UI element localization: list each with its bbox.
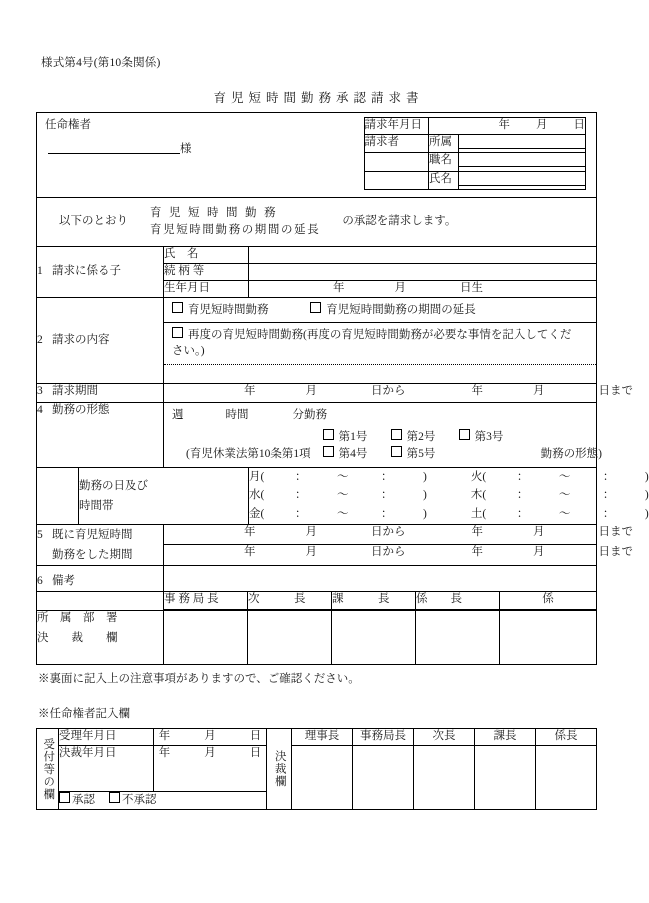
paren-close-sat: ) (644, 507, 649, 520)
row2-label (37, 298, 164, 384)
colon-fri-start: ： (295, 507, 307, 520)
row3-period (37, 383, 597, 402)
day-tue: 火 (470, 470, 483, 483)
paren-open-tue: ( (482, 470, 487, 483)
request-date-year: 年 (498, 119, 510, 131)
row1-name (37, 247, 597, 264)
schedule-label-line2: 時間帯 (79, 499, 114, 512)
paren-close-mon: ) (423, 470, 427, 483)
decision-stamp-section-chief[interactable] (332, 610, 416, 665)
past1-to-month: 月 (533, 525, 545, 538)
row2-label-text: 請求の内容 (52, 333, 110, 346)
row2-reason-input-area[interactable] (164, 365, 596, 383)
colon-tue-end: ： (602, 470, 615, 483)
label-approve: 承認 (72, 794, 95, 807)
name-label: 氏名 (429, 171, 459, 190)
row1-label (37, 247, 164, 298)
checkbox-short-time-work[interactable] (172, 302, 183, 313)
statement-prefix: 以下のとおり (59, 215, 128, 228)
child-relation-label: 続 柄 等 (164, 264, 249, 281)
affiliation-label: 所属 (429, 134, 459, 153)
colon-thu-start: ： (516, 489, 529, 502)
row5-label-line2: 勤務をした期間 (52, 548, 133, 561)
row4-work-form (37, 402, 597, 467)
receipt-col-header-bureau-chief: 事務局長 (353, 729, 414, 746)
past2-from-day: 日から (371, 546, 406, 559)
name-field[interactable] (459, 171, 586, 190)
decision-date-label: 決裁年月日 (59, 745, 154, 792)
row5-period-value-1[interactable] (164, 524, 633, 545)
header-block (37, 113, 597, 198)
requester-block (364, 117, 587, 190)
label-item-2: 第2号 (406, 431, 436, 444)
birth-year: 年 (333, 282, 345, 294)
row1-label-text: 請求に係る子 (52, 265, 121, 278)
position-underline[interactable] (459, 153, 585, 167)
weekly-hours-line[interactable] (164, 403, 596, 424)
child-relation-value[interactable] (249, 264, 597, 281)
receipt-stamp-deputy[interactable] (414, 745, 475, 809)
colon-fri-end: ： (381, 507, 393, 520)
decision-day: 日 (249, 746, 262, 759)
past1-from-year: 年 (244, 525, 256, 538)
row4-work-form-box (164, 402, 602, 467)
day-mon: 月 (249, 470, 261, 483)
birth-day: 日生 (460, 282, 483, 294)
tilde-thu: 〜 (558, 489, 571, 502)
accept-year: 年 (158, 730, 171, 742)
receipt-row-accept (37, 729, 597, 746)
week-label: 週 (172, 408, 184, 421)
decision-header-row (37, 592, 597, 610)
paren-open-mon: ( (260, 470, 265, 483)
decision-col-header-bureau-chief: 事 務 局 長 (164, 592, 248, 610)
accept-day: 日 (249, 730, 262, 742)
colon-sat-start: ： (516, 507, 529, 520)
period-from-year: 年 (244, 384, 256, 397)
tilde-wed: 〜 (337, 489, 349, 502)
child-birthdate-label: 生年月日 (164, 281, 249, 298)
appointer-name-field[interactable] (48, 140, 192, 158)
checkbox-item-1[interactable] (323, 429, 334, 440)
decision-year: 年 (158, 746, 171, 759)
checkbox-item-5[interactable] (391, 446, 402, 457)
day-fri: 金 (249, 507, 261, 520)
position-row (364, 153, 586, 172)
row3-label (37, 383, 164, 402)
decision-vertical-label (267, 729, 292, 810)
row2-checkbox-line-1 (164, 298, 596, 323)
department-decision-table (36, 591, 597, 665)
checkbox-item-3[interactable] (459, 429, 470, 440)
statement-option-1: 育児短時間勤務 (150, 206, 283, 219)
colon-tue-start: ： (516, 470, 529, 483)
statement-options (150, 205, 320, 240)
row5-label (37, 524, 164, 565)
receipt-stamp-bureau-chief[interactable] (353, 745, 414, 809)
receipt-row-decision (37, 745, 597, 792)
row3-label-text: 請求期間 (52, 384, 98, 397)
period-to-day: 日まで (598, 384, 633, 397)
colon-thu-end: ： (602, 489, 615, 502)
tilde-tue: 〜 (558, 470, 571, 483)
row3-period-value[interactable] (164, 383, 633, 402)
row2-content (37, 298, 597, 384)
paren-close-thu: ) (644, 489, 649, 502)
paren-open-wed: ( (260, 489, 265, 502)
past2-to-year: 年 (471, 546, 483, 559)
label-reject: 不承認 (122, 794, 157, 807)
checkbox-item-4[interactable] (323, 446, 334, 457)
period-from-month: 月 (305, 384, 317, 397)
statement-option-2: 育児短時間勤務の期間の延長 (150, 224, 321, 236)
checkbox-label-repeat: 再度の育児短時間勤務(再度の育児短時間勤務が必要な事情を記入してくだ (188, 328, 572, 341)
past1-from-day: 日から (371, 525, 406, 538)
row2-content-box (164, 298, 597, 384)
tilde-sat: 〜 (558, 507, 571, 520)
decision-col-header-subsection-chief: 係 長 (416, 592, 500, 610)
period-to-year: 年 (471, 384, 483, 397)
checkbox-label-extension: 育児短時間勤務の期間の延長 (326, 304, 476, 316)
requester-table (364, 117, 587, 190)
schedule-row (37, 467, 597, 524)
checkbox-approve[interactable] (59, 792, 70, 803)
appointer-label: 任命権者 (45, 119, 91, 131)
sama-suffix: 様 (180, 143, 192, 155)
receipt-col-header-deputy: 次長 (414, 729, 475, 746)
row6-label-text: 備考 (52, 574, 75, 587)
row4-number: 4 (37, 403, 43, 416)
decision-month: 月 (204, 746, 216, 759)
request-date-month: 月 (536, 119, 548, 131)
birth-month: 月 (394, 282, 406, 294)
paren-open-fri: ( (260, 507, 265, 520)
law-reference: (育児休業法第10条第1項 (186, 448, 311, 461)
period-from-day: 日から (371, 384, 406, 397)
affiliation-underline[interactable] (459, 135, 585, 149)
past2-from-month: 月 (305, 546, 317, 559)
receipt-col-header-subsection-chief: 係長 (536, 729, 597, 746)
receipt-col-header-president: 理事長 (292, 729, 353, 746)
tilde-fri: 〜 (337, 507, 349, 520)
day-wed: 水 (249, 489, 261, 502)
schedule-times[interactable] (249, 467, 649, 524)
receipt-stamp-subsection-chief[interactable] (536, 745, 597, 809)
row6-number: 6 (37, 574, 43, 587)
paren-close-fri: ) (423, 507, 427, 520)
receipt-col-header-section-chief: 課長 (475, 729, 536, 746)
period-to-month: 月 (533, 384, 545, 397)
statement-suffix: の承認を請求します。 (342, 215, 457, 228)
appointer-receipt-table (36, 728, 597, 810)
work-form-type-line (164, 423, 602, 466)
decision-left-label (37, 592, 164, 665)
decision-left-line1: 所 属 部 署 (37, 611, 118, 624)
row5-past-period-a (37, 524, 597, 545)
accept-date-value[interactable] (154, 729, 267, 746)
affiliation-field[interactable] (459, 134, 586, 153)
position-field[interactable] (459, 153, 586, 172)
receipt-stamp-section-chief[interactable] (475, 745, 536, 809)
checkbox-repeat-short-time-work[interactable] (172, 327, 183, 338)
main-form-table (36, 112, 649, 611)
decision-left-line2: 決 裁 欄 (37, 632, 118, 644)
checkbox-reject[interactable] (109, 792, 120, 803)
row5-number: 5 (37, 528, 43, 541)
receipt-stamp-president[interactable] (292, 745, 353, 809)
child-name-value[interactable] (249, 247, 597, 264)
decision-stamp-deputy[interactable] (248, 610, 332, 665)
child-name-label: 氏 名 (164, 247, 249, 264)
past2-to-day: 日まで (598, 546, 633, 559)
decision-col-header-section-chief: 課 長 (332, 592, 416, 610)
label-item-1: 第1号 (338, 431, 368, 444)
checkbox-label-short-time-work: 育児短時間勤務 (188, 304, 269, 316)
requester-label: 請求者 (364, 134, 429, 153)
position-label: 職名 (429, 153, 459, 172)
row1-number: 1 (37, 265, 43, 278)
tilde-mon: 〜 (337, 470, 349, 483)
receipt-vertical-text: 受付等の欄 (42, 737, 55, 801)
paren-close-wed: ) (423, 489, 427, 502)
minutes-label: 分勤務 (292, 408, 327, 421)
row5-label-line1: 既に育児短時間 (52, 528, 133, 541)
colon-wed-end: ： (381, 489, 393, 502)
decision-vertical-text: 決裁欄 (273, 750, 286, 788)
label-item-4: 第4号 (338, 448, 368, 461)
appointer-name-underline[interactable] (48, 140, 180, 154)
paren-open-sat: ( (482, 507, 487, 520)
colon-sat-end: ： (602, 507, 615, 520)
paren-close-tue: ) (644, 470, 649, 483)
header-row (37, 113, 597, 198)
decision-stamp-staff[interactable] (500, 610, 597, 665)
decision-stamp-bureau-chief[interactable] (164, 610, 248, 665)
request-date-value[interactable] (429, 118, 586, 135)
statement-row (37, 198, 597, 247)
past1-to-year: 年 (471, 525, 483, 538)
hours-label: 時間 (225, 408, 249, 421)
decision-col-header-deputy: 次 長 (248, 592, 332, 610)
colon-wed-start: ： (295, 489, 307, 502)
label-item-5: 第5号 (406, 448, 436, 461)
label-item-3: 第3号 (474, 431, 504, 444)
row4-label-text: 勤務の形態 (52, 403, 110, 416)
appointer-section-label: ※任命権者記入欄 (38, 708, 130, 720)
affiliation-row (364, 134, 586, 153)
request-date-row (364, 118, 586, 135)
work-form-tail: 勤務の形態) (540, 448, 602, 461)
schedule-indent-spacer (37, 467, 79, 524)
decision-col-header-staff: 係 (500, 592, 597, 610)
decision-date-value[interactable] (154, 745, 267, 792)
colon-mon-end: ： (381, 470, 393, 483)
form-number: 様式第4号(第10条関係) (41, 57, 161, 69)
past2-from-year: 年 (244, 546, 256, 559)
checkbox-item-2[interactable] (391, 429, 402, 440)
checkbox-label-repeat-cont: さい。) (172, 345, 205, 358)
name-row (364, 171, 586, 190)
day-thu: 木 (470, 489, 483, 502)
name-underline[interactable] (459, 172, 585, 186)
request-date-label: 請求年月日 (364, 118, 429, 135)
statement-block (37, 198, 597, 247)
row5-period-value-2[interactable] (164, 545, 633, 566)
past1-from-month: 月 (305, 525, 317, 538)
request-date-day: 日 (573, 119, 585, 131)
paren-open-thu: ( (482, 489, 487, 502)
schedule-label-line1: 勤務の日及び (79, 479, 148, 492)
work-form-options (323, 429, 527, 462)
row2-number: 2 (37, 333, 43, 346)
approval-checkboxes (59, 792, 267, 810)
day-sat: 土 (470, 507, 483, 520)
accept-month: 月 (204, 730, 216, 742)
past1-to-day: 日まで (598, 525, 633, 538)
receipt-vertical-label (37, 729, 59, 810)
back-page-note: ※裏面に記入上の注意事項がありますので、ご確認ください。 (38, 673, 360, 685)
schedule-label (79, 467, 249, 524)
child-birthdate-value[interactable] (249, 281, 597, 298)
row2-checkbox-line-2 (164, 323, 596, 365)
accept-date-label: 受理年月日 (59, 729, 154, 746)
past2-to-month: 月 (533, 546, 545, 559)
checkbox-extension[interactable] (310, 302, 321, 313)
colon-mon-start: ： (295, 470, 307, 483)
row3-number: 3 (37, 384, 43, 397)
document-title: 育児短時間勤務承認請求書 (213, 91, 424, 105)
decision-stamp-subsection-chief[interactable] (416, 610, 500, 665)
row4-label (37, 402, 164, 467)
